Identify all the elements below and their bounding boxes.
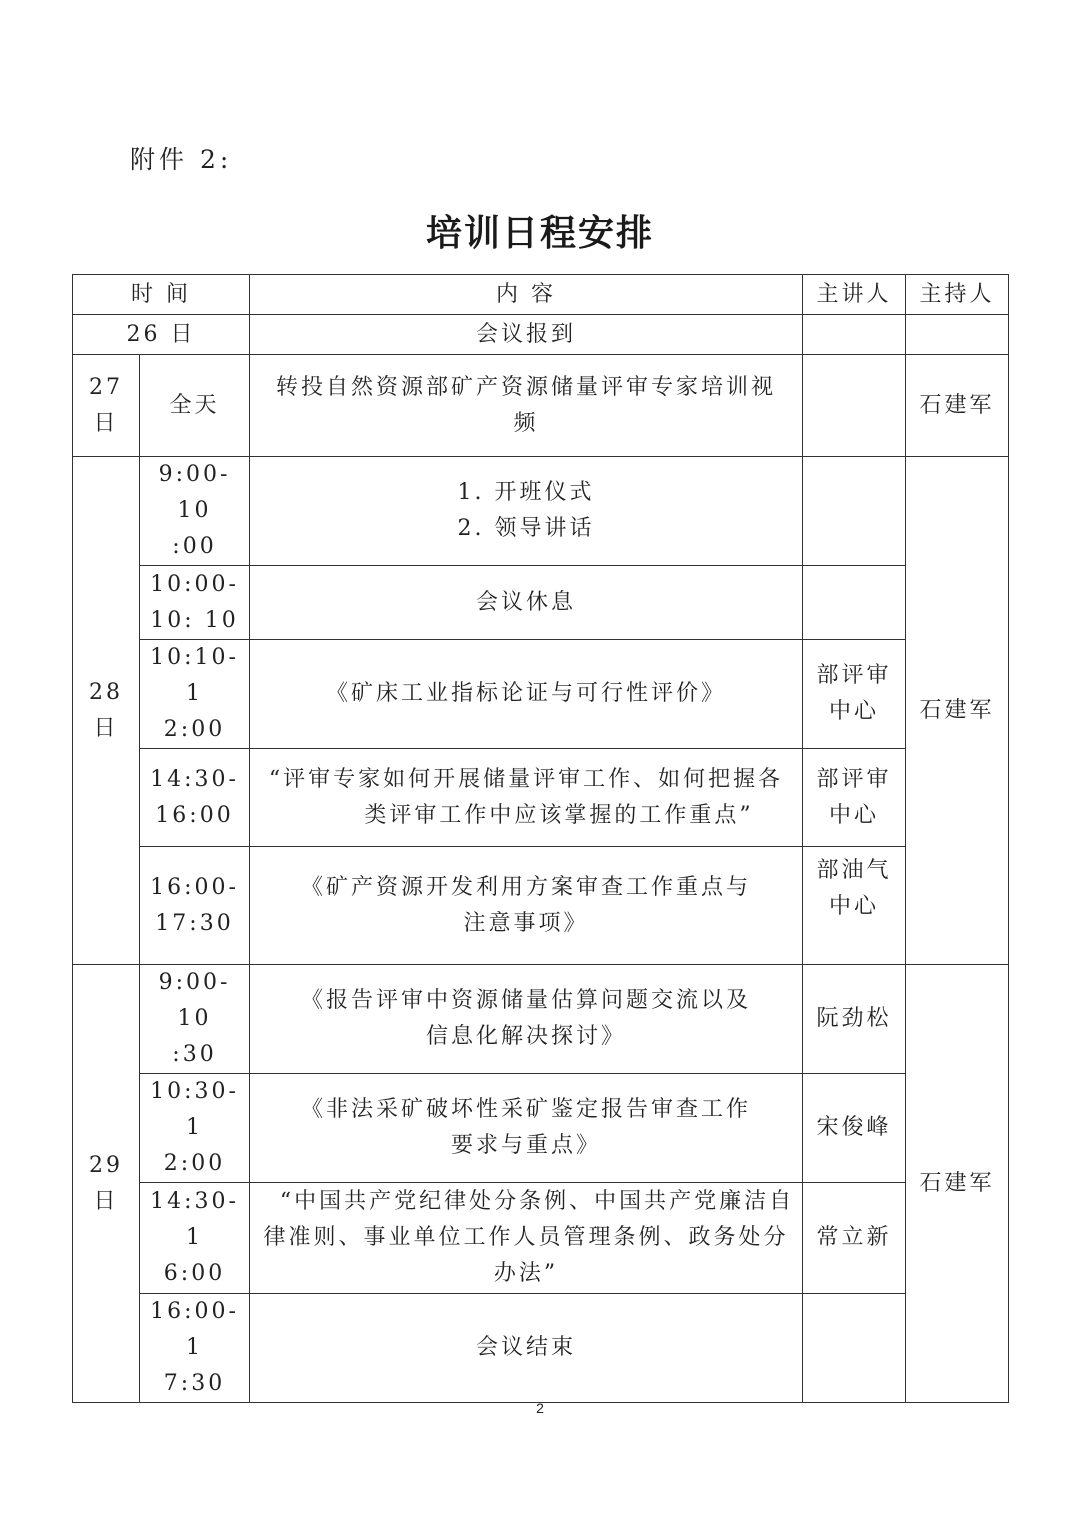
speaker-line: 部评审: [816, 766, 892, 792]
date-number: 29: [89, 1152, 123, 1178]
content-cell: [250, 847, 803, 965]
time-cell: [140, 1294, 250, 1403]
table-row: [73, 1074, 1009, 1183]
speaker-cell: [803, 355, 906, 457]
content-line: 信息化解决探讨》: [425, 1024, 626, 1049]
table-row: [73, 965, 1009, 1074]
header-speaker: 主讲人: [803, 275, 906, 315]
speaker-cell: 常立新: [803, 1183, 906, 1294]
content-cell: 会议报到: [250, 315, 803, 355]
table-row: [73, 457, 1009, 566]
speaker-line: 中心: [828, 894, 879, 919]
time-cell: [140, 1183, 250, 1294]
speaker-line: 部油气: [816, 858, 892, 883]
content-cell: 会议结束: [250, 1294, 803, 1403]
speaker-cell: [803, 457, 906, 566]
time-line: 14:30-1: [150, 1189, 239, 1250]
time-line: 17:30: [155, 910, 234, 936]
date-unit: 日: [93, 715, 119, 741]
content-cell: [250, 1074, 803, 1183]
table-row: [73, 847, 1009, 965]
content-cell: 《矿床工业指标论证与可行性评价》: [250, 640, 803, 749]
speaker-cell: [803, 749, 906, 847]
content-line: 要求与重点》: [450, 1133, 601, 1158]
content-line: “评审专家如何开展储量评审工作、如何把握各: [268, 766, 784, 792]
date-unit: 日: [93, 410, 119, 436]
date-number: 27: [89, 374, 123, 400]
time-cell: [140, 457, 250, 566]
content-line: “中国共产党纪律处分条例、中国共产党廉洁自: [279, 1189, 795, 1214]
time-line: :30: [172, 1042, 217, 1067]
table-row: [73, 1183, 1009, 1294]
content-line: 《矿产资源开发利用方案审查工作重点与: [300, 874, 751, 900]
speaker-cell: 宋俊峰: [803, 1074, 906, 1183]
content-line: 律准则、事业单位工作人员管理条例、政务处分: [263, 1225, 789, 1250]
header-host: 主持人: [906, 275, 1009, 315]
time-cell: [140, 640, 250, 749]
speaker-cell: [803, 566, 906, 640]
speaker-line: 中心: [828, 802, 879, 828]
time-cell: 全天: [140, 355, 250, 457]
content-line: 注意事项》: [463, 910, 589, 936]
table-row: [73, 640, 1009, 749]
date-number: 28: [89, 679, 123, 705]
time-line: 10:30-1: [150, 1079, 239, 1140]
time-line: 2:00: [163, 717, 226, 742]
speaker-line: 部评审: [816, 663, 892, 688]
time-line: 9:00-10: [158, 462, 231, 523]
time-cell: [140, 1074, 250, 1183]
time-line: 16:00-: [150, 874, 239, 900]
table-row: [73, 1294, 1009, 1403]
date-cell: [73, 355, 140, 457]
date-cell: [73, 457, 140, 965]
speaker-cell: [803, 847, 906, 965]
content-cell: [250, 965, 803, 1074]
host-cell: 石建军: [906, 965, 1009, 1403]
host-cell: [906, 315, 1009, 355]
content-line: 1. 开班仪式: [457, 480, 595, 505]
time-line: 10:00-: [150, 571, 239, 597]
content-line: 办法”: [493, 1261, 559, 1286]
time-line: 7:30: [163, 1371, 226, 1396]
content-line: 类评审工作中应该掌握的工作重点”: [364, 802, 754, 828]
table-header-row: [73, 275, 1009, 315]
content-cell: [250, 1183, 803, 1294]
speaker-cell: 阮劲松: [803, 965, 906, 1074]
content-cell: [250, 749, 803, 847]
content-line: 《非法采矿破坏性采矿鉴定报告审查工作: [300, 1097, 751, 1122]
time-line: 9:00-10: [158, 970, 231, 1031]
table-row: [73, 355, 1009, 457]
table-row: [73, 749, 1009, 847]
time-cell: [140, 749, 250, 847]
header-content: 内 容: [250, 275, 803, 315]
time-line: :00: [172, 534, 217, 559]
page-number: 2: [536, 1400, 544, 1416]
content-cell: [250, 457, 803, 566]
time-cell: [140, 847, 250, 965]
date-cell: [73, 965, 140, 1403]
header-time: 时 间: [73, 275, 250, 315]
time-line: 10: 10: [150, 607, 239, 633]
speaker-cell: [803, 1294, 906, 1403]
content-cell: [250, 355, 803, 457]
table-row: [73, 566, 1009, 640]
time-line: 10:10-1: [150, 645, 239, 706]
host-cell: 石建军: [906, 457, 1009, 965]
content-line: 频: [513, 410, 539, 436]
time-line: 16:00-1: [150, 1299, 239, 1360]
table-row: [73, 315, 1009, 355]
page-title: 培训日程安排: [425, 213, 654, 254]
attachment-label: 附件 2:: [130, 145, 233, 174]
time-line: 6:00: [163, 1261, 226, 1286]
content-line: 《报告评审中资源储量估算问题交流以及: [300, 988, 751, 1013]
time-cell: [140, 566, 250, 640]
time-line: 2:00: [163, 1151, 226, 1176]
speaker-cell: [803, 640, 906, 749]
speaker-cell: [803, 315, 906, 355]
schedule-table: [72, 274, 1009, 1403]
host-cell: 石建军: [906, 355, 1009, 457]
speaker-line: 中心: [828, 699, 879, 724]
content-line: 转投自然资源部矿产资源储量评审专家培训视: [275, 374, 776, 400]
content-cell: 会议休息: [250, 566, 803, 640]
content-line: 2. 领导讲话: [457, 516, 595, 541]
time-cell: [140, 965, 250, 1074]
time-line: 16:00: [155, 802, 234, 828]
date-cell: 26 日: [73, 315, 250, 355]
date-unit: 日: [93, 1188, 119, 1214]
time-line: 14:30-: [150, 766, 239, 792]
